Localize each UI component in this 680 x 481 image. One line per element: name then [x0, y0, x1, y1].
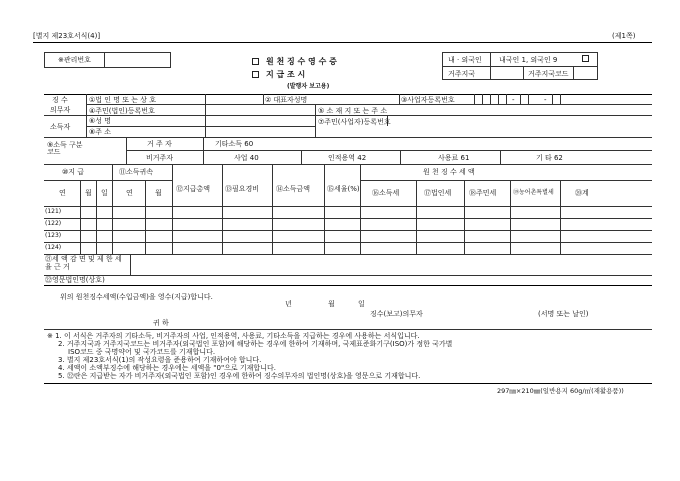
income-code-label: ⑨소득 구분 코드 [47, 141, 83, 157]
corp-name-label: ①법 인 명 또 는 상 호 [89, 96, 156, 104]
form-number: [별지 제23호서식(4)] [33, 32, 101, 40]
date-year: 년 [285, 300, 292, 308]
earner-label: 소득자 [50, 123, 71, 131]
tax-rate-header: ⑮세율(%) [327, 185, 360, 193]
resident-tax-header: ⑱주민세 [469, 189, 497, 197]
gross-header: ⑫지급총액 [176, 185, 211, 193]
paid-date-header: ⑩지 급 [62, 168, 85, 176]
withholding-header: 원 천 징 수 세 액 [423, 168, 475, 176]
corp-reg-no-label: ④주민(법인)등록번호 [89, 107, 155, 115]
attrib-header: ⑪소득귀속 [119, 168, 154, 176]
code-business: 사업 40 [234, 154, 259, 162]
earner-address-label: ⑧주 소 [89, 128, 112, 136]
earner-reg-no-label: ⑦주민(사업자)등록번호 [318, 118, 391, 126]
code-other-income: 기타소득 60 [215, 140, 254, 148]
frame-top [33, 42, 652, 43]
expenses-header: ⑬필요경비 [225, 185, 260, 193]
note-1: ※ 1. 이 서식은 거주자의 기타소득, 비거주자의 사업, 인적용역, 사용료, 기타소득을 지급하는 경우에 사용하는 서식입니다. [47, 332, 420, 340]
statement-checkbox[interactable] [252, 71, 259, 78]
receipt-checkbox[interactable] [252, 58, 259, 65]
date-month: 월 [328, 300, 335, 308]
income-tax-header: ⑯소득세 [372, 189, 400, 197]
address-label: ⑤ 소 재 지 또 는 주 소 [318, 107, 388, 115]
addressee: 귀 하 [153, 319, 169, 327]
table-row: (124) [45, 244, 62, 251]
earner-name-label: ⑥성 명 [89, 117, 112, 125]
title-statement: 지 급 조 시 [266, 70, 306, 79]
biz-no-label: ③사업자등록번호 [401, 96, 455, 104]
resident-value: 내국인 1, 외국인 9 [499, 56, 558, 64]
mgmt-number-label: ※관리번호 [58, 56, 91, 64]
note-2: 2. 거주지국과 거주지국코드는 비거주자(외국법인 포함)에 해당하는 경우에 한하여 기재하며, 국제표준화기구(ISO)가 정한 국가별 [58, 340, 453, 348]
payer-label-1: 징 수 [52, 96, 68, 104]
col-month2: 월 [155, 189, 162, 197]
note-3: 3. 별지 제23호서식(1)의 작성요령을 준용하여 기재하여야 합니다. [58, 356, 262, 364]
english-name-label: ㉒영문법인명(상호) [45, 276, 105, 284]
representative-label: ② 대표자성명 [265, 96, 308, 104]
resident-row-label: 거 주 자 [147, 140, 172, 148]
table-row: (122) [45, 220, 62, 227]
certify-statement: 위의 원천징수세액(수입금액)을 영수(지급)합니다. [60, 293, 213, 301]
corp-tax-header: ⑰법인세 [424, 189, 452, 197]
income-header: ⑭소득금액 [276, 185, 311, 193]
note-5: 5. ㉒란은 지급받는 자가 비거주자(외국법인 포함)인 경우에 한하여 징수의무자의 법인명(상호)을 영문으로 기재합니다. [58, 372, 421, 380]
table-row: (121) [45, 208, 62, 215]
col-year2: 연 [126, 189, 133, 197]
agent-label: 징수(보고)의무자 [370, 310, 423, 318]
code-other: 기 타 62 [536, 154, 563, 162]
resident-input[interactable] [582, 55, 589, 62]
note-4: 4. 세액이 소액부징수에 해당하는 경우에는 세액을 "0"으로 기재합니다. [58, 364, 276, 372]
resident-label: 내 · 외국인 [448, 56, 482, 64]
subtitle: (발행자 보고용) [287, 83, 330, 90]
payer-label-2: 의무자 [50, 106, 71, 114]
title-receipt: 원 천 징 수 영 수 증 [266, 57, 337, 66]
table-row: (123) [45, 232, 62, 239]
paper-spec: 297㎜×210㎜(일반용지 60g/㎡(재활용품)) [497, 387, 624, 395]
total-header: ⑳계 [575, 189, 589, 197]
col-day: 일 [101, 189, 108, 197]
col-month: 월 [85, 189, 92, 197]
date-day: 일 [358, 300, 365, 308]
exemption-label: ㉑세 액 감 면 및 제 한 세 율 근 거 [45, 255, 122, 271]
rural-tax-header: ⑲농어촌특별세 [513, 189, 554, 196]
country-code-label: 거주지국코드 [528, 70, 569, 78]
country-label: 거주지국 [448, 70, 476, 78]
note-2-cont: ISO코드 중 국명약어 및 국가코드를 기재합니다. [68, 348, 216, 356]
code-royalty: 사용료 61 [438, 154, 470, 162]
page-number: (제1쪽) [612, 32, 636, 40]
code-personal-service: 인적용역 42 [328, 154, 367, 162]
sign-label: (서명 또는 날인) [538, 310, 589, 318]
nonresident-row-label: 비거주자 [146, 154, 174, 162]
col-year: 연 [59, 189, 66, 197]
